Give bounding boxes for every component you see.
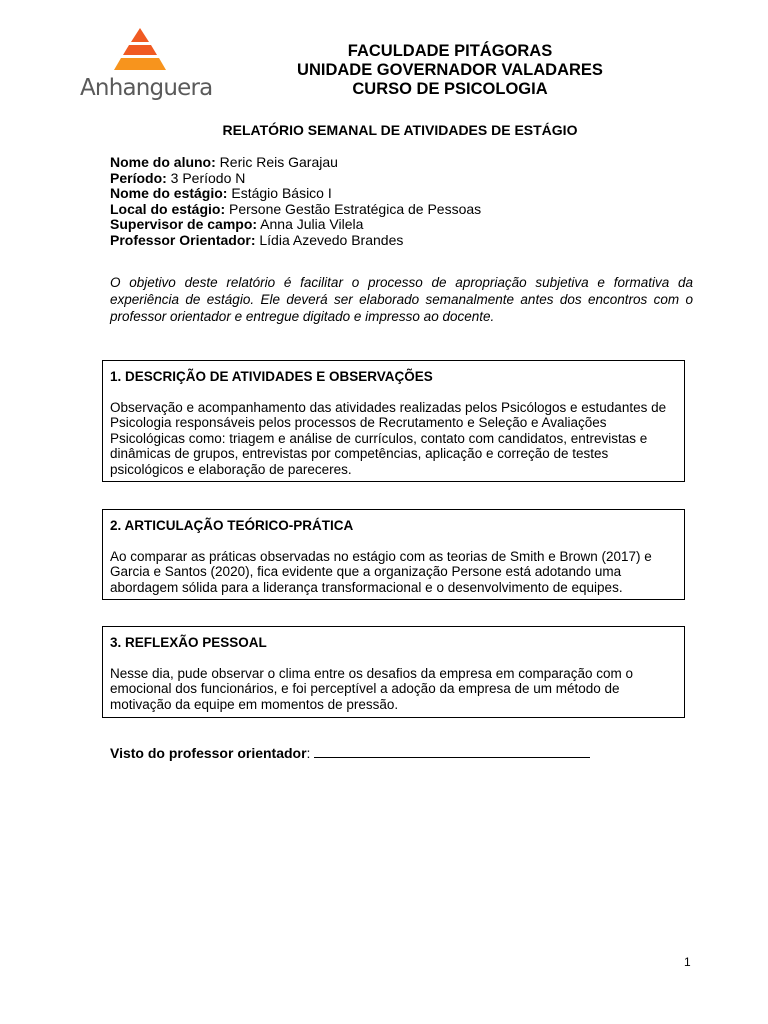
- info-value: 3 Período N: [166, 169, 246, 186]
- student-info: [110, 155, 481, 248]
- section-body: Ao comparar as práticas observadas no estágio com as teorias de Smith e Brown (2017) e Garcia e Santos (2020), fica evidente que a organização Persone está adotando uma abordagem sólida para a liderança transformacional e o desenvolvimento de equipes.: [110, 548, 652, 595]
- section-title: 3. REFLEXÃO PESSOAL: [110, 635, 267, 650]
- logo-text: Anhanguera: [80, 75, 213, 101]
- info-label: Supervisor de campo:: [110, 216, 258, 232]
- course-name: CURSO DE PSICOLOGIA: [352, 80, 548, 98]
- section-body: Nesse dia, pude observar o clima entre os desafios da empresa em comparação com o emocional dos funcionários, e foi perceptível a adoção da empresa de um método de motivação da equipe em momentos de pressão.: [110, 665, 634, 712]
- document-title: RELATÓRIO SEMANAL DE ATIVIDADES DE ESTÁGIO: [222, 122, 578, 138]
- info-label: Local do estágio:: [110, 200, 226, 217]
- section-reflection: [102, 626, 685, 718]
- anhanguera-triangle-icon: [114, 28, 166, 76]
- anhanguera-logo: [78, 28, 213, 108]
- info-label: Período:: [110, 169, 167, 186]
- info-value: Reric Reis Garajau: [215, 154, 338, 170]
- institution-header: [270, 42, 630, 99]
- page-number: 1: [684, 955, 691, 969]
- info-value: Estágio Básico I: [227, 185, 332, 201]
- info-value: Persone Gestão Estratégica de Pessoas: [225, 200, 482, 217]
- section-title: 1. DESCRIÇÃO DE ATIVIDADES E OBSERVAÇÕES: [110, 369, 433, 384]
- info-value: Lídia Azevedo Brandes: [255, 231, 404, 248]
- info-label: Nome do estágio:: [110, 185, 228, 201]
- institution-unit: UNIDADE GOVERNADOR VALADARES: [297, 61, 603, 79]
- section-body: Observação e acompanhamento das atividades realizadas pelos Psicólogos e estudantes de Psicologia responsáveis pelos processos de Recrutamento e Seleção e Avaliações Psicológicas como: triagem e análise de currículos, contato com candidatos, entrevistas e dinâmicas de grupos, entrevistas por competências, aplicação e correção de testes psicológicos e elaboração de pareceres.: [110, 399, 667, 477]
- info-row-period: [110, 171, 481, 187]
- info-row-advisor: [110, 233, 481, 249]
- signature-colon: :: [306, 745, 311, 761]
- institution-name: FACULDADE PITÁGORAS: [347, 42, 553, 60]
- info-row-student: [110, 155, 481, 171]
- section-activities: [102, 360, 685, 482]
- info-label: Professor Orientador:: [110, 231, 256, 248]
- advisor-signature: [110, 745, 590, 761]
- info-row-location: [110, 202, 481, 218]
- signature-label: Visto do professor orientador: [110, 745, 307, 761]
- section-title: 2. ARTICULAÇÃO TEÓRICO-PRÁTICA: [110, 518, 354, 533]
- section-theory-practice: [102, 509, 685, 600]
- info-label: Nome do aluno:: [110, 154, 216, 170]
- intro-paragraph: O objetivo deste relatório é facilitar o processo de apropriação subjetiva e formativa da experiência de estágio. Ele deverá ser elaborado semanalmente antes dos encontros com o professor orientador e entregue digitado e impresso ao docente.: [110, 275, 693, 324]
- info-row-supervisor: [110, 217, 481, 233]
- info-row-internship: [110, 186, 481, 202]
- signature-line: [314, 745, 590, 758]
- info-value: Anna Julia Vilela: [257, 216, 364, 232]
